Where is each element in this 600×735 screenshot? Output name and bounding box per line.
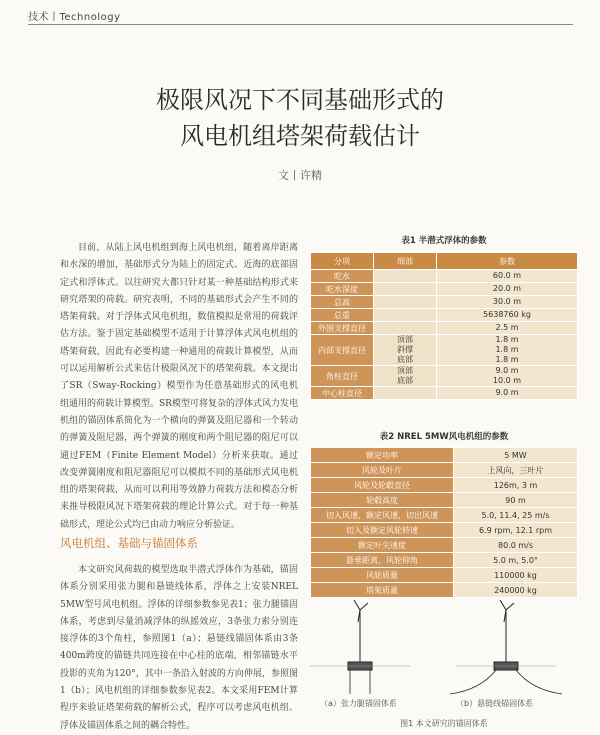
table1-cell-name: 外围支撑直径: [311, 322, 374, 335]
table2-cell-name: 额定叶尖速度: [311, 538, 454, 553]
table1-cell-name: 总高: [311, 296, 374, 309]
table2-row: [311, 448, 578, 463]
table2-cell-name: 额定功率: [311, 448, 454, 463]
table2-cell-val: 126m, 3 m: [454, 478, 578, 493]
table1-cell-val: 9.0 m 10.0 m: [437, 366, 578, 387]
table1-row: [311, 270, 578, 283]
table1-cell-sub: [374, 322, 437, 335]
table1-header-cell: 分项: [311, 253, 374, 270]
table1-cell-val: 2.5 m: [437, 322, 578, 335]
section-body: [60, 562, 298, 735]
table1-header-cell: 参数: [437, 253, 578, 270]
intro-column: [60, 240, 298, 534]
table1-cell-val: 60.0 m: [437, 270, 578, 283]
table2-cell-val: 240000 kg: [454, 583, 578, 598]
table2-cell-val: 5 MW: [454, 448, 578, 463]
table2-row: [311, 478, 578, 493]
table2-cell-name: 悬垂距离，风轮仰角: [311, 553, 454, 568]
table2-cell-val: 80.0 m/s: [454, 538, 578, 553]
table2-cell-name: 风轮质量: [311, 568, 454, 583]
table2-cell-name: 切入风速，额定风速，切出风速: [311, 508, 454, 523]
table1-cell-sub: [374, 387, 437, 400]
table1-header-row: [311, 253, 578, 270]
table2-cell-val: 5.0 m, 5.0°: [454, 553, 578, 568]
table1-cell-name: 总重: [311, 309, 374, 322]
table1-cell-name: 内部支撑直径: [311, 335, 374, 366]
table2-cell-name: 塔架质量: [311, 583, 454, 598]
table1-cell-sub: 顶部 底部: [374, 366, 437, 387]
table2-caption: 表2 NREL 5MW风电机组的参数: [379, 432, 509, 442]
table1-cell-val: 1.8 m 1.8 m 1.8 m: [437, 335, 578, 366]
table1-caption: 表1 半潜式浮体的参数: [401, 236, 487, 246]
table1-row: [311, 387, 578, 400]
table1-cell-name: 中心柱直径: [311, 387, 374, 400]
table2-row: [311, 463, 578, 478]
table2-cell-val: 上风向，三叶片: [454, 463, 578, 478]
table2: [310, 447, 578, 598]
table1-cell-val: 30.0 m: [437, 296, 578, 309]
table1-cell-sub: 顶部 斜撑 底部: [374, 335, 437, 366]
table2-cell-val: 110000 kg: [454, 568, 578, 583]
section-paragraph: 本文研究风荷载的模型选取半潜式浮体作为基础，锚固体系分别采用张力腿和悬链线体系，浮体之上安装NREL 5MW型号风电机组。浮体的详细参数参见表1；张力腿锚固体系，考虑到尽量消减浮体的纵摇效应，3条张力索分别连接浮体的3个角柱，参照图1（a）；悬链线锚固体系由3条400m跨度的锚链共同连接在中心柱的底端，相邻锚链水平投影的夹角为120°，其中一条沿入射波的方向伸展，参照图1（b）；风电机组的详细参数参见表2。本文采用FEM计算程序来验证塔架荷载的解析公式，程序可以考虑风电机组、浮体及锚固体系之间的耦合特性。: [60, 565, 298, 731]
table1-cell-val: 9.0 m: [437, 387, 578, 400]
section-heading: 风电机组、基础与锚固体系: [60, 536, 198, 550]
table1-cell-name: 吃水: [311, 270, 374, 283]
table1: [310, 252, 578, 400]
table2-row: [311, 508, 578, 523]
author-byline: 文丨许精: [278, 169, 322, 182]
article-title: [0, 82, 600, 154]
table1-cell-name: 吃水深度: [311, 283, 374, 296]
table1-row: [311, 283, 578, 296]
table1-row: [311, 322, 578, 335]
title-line-1: 极限风况下不同基础形式的: [156, 86, 444, 114]
table1-cell-val: 20.0 m: [437, 283, 578, 296]
table1-row: [311, 366, 578, 387]
table2-row: [311, 568, 578, 583]
table1-cell-val: 5638760 kg: [437, 309, 578, 322]
table1-row: [311, 335, 578, 366]
intro-paragraph: 目前，从陆上风电机组到海上风电机组，随着离岸距离和水深的增加，基础形式分为陆上的固定式、近海的底部固定式和浮体式。以往研究大都只针对某一种基础结构形式来研究塔架的荷载。研究表明，不同的基础形式会产生不同的塔架荷载。对于浮体式风电机组，数值模拟是常用的荷载评估方法。鉴于固定基础模型不适用于计算浮体式风电机组的塔架荷载，因此有必要构建一种通用的荷载计算模型，从而可以运用解析公式来估计极限风况下的塔架荷载。本文提出了SR（Sway-Rocking）模型作为任意基础形式的风电机组通用的荷载计算模型。SR模型可将复杂的浮体式风力发电机组的锚固体系简化为一个横向的弹簧及阻尼器和一个转动的弹簧及阻尼器，两个弹簧的刚度和两个阻尼器的阻尼可以通过FEM（Finite Element Model）分析来获取。通过改变弹簧刚度和阻尼器阻尼可以模拟不同的基础形式风电机组的塔架荷载，从而可以利用等效静力荷载方法和模态分析来推导极限风况下塔架荷载的理论计算公式。对于每一种基础形式，理论公式均已由动力响应分析验证。: [60, 243, 298, 530]
table2-cell-name: 风轮及轮毂直径: [311, 478, 454, 493]
table1-cell-sub: [374, 309, 437, 322]
table2-row: [311, 583, 578, 598]
table1-cell-sub: [374, 296, 437, 309]
table2-cell-val: 90 m: [454, 493, 578, 508]
table2-cell-val: 6.9 rpm, 12.1 rpm: [454, 523, 578, 538]
table2-cell-val: 5.0, 11.4, 25 m/s: [454, 508, 578, 523]
title-line-2: 风电机组塔架荷载估计: [180, 122, 420, 150]
section-label: 技术丨Technology: [28, 12, 121, 23]
table1-cell-name: 角柱直径: [311, 366, 374, 387]
turbine-diagram-icon: [310, 600, 578, 696]
table1-cell-sub: [374, 270, 437, 283]
table2-row: [311, 493, 578, 508]
table2-row: [311, 523, 578, 538]
table2-row: [311, 538, 578, 553]
figure-label-b: （b）悬链线锚固体系: [456, 699, 534, 708]
table2-cell-name: 轮毂高度: [311, 493, 454, 508]
table1-row: [311, 309, 578, 322]
page-header: [28, 6, 573, 25]
table1-header-cell: 细部: [374, 253, 437, 270]
table2-cell-name: 切入及额定风轮转速: [311, 523, 454, 538]
figure-caption: 图1 本文研究的锚固体系: [400, 719, 488, 728]
table1-row: [311, 296, 578, 309]
table2-row: [311, 553, 578, 568]
figure-label-a: （a）张力腿锚固体系: [320, 699, 397, 708]
table2-cell-name: 风轮及叶片: [311, 463, 454, 478]
table1-cell-sub: [374, 283, 437, 296]
